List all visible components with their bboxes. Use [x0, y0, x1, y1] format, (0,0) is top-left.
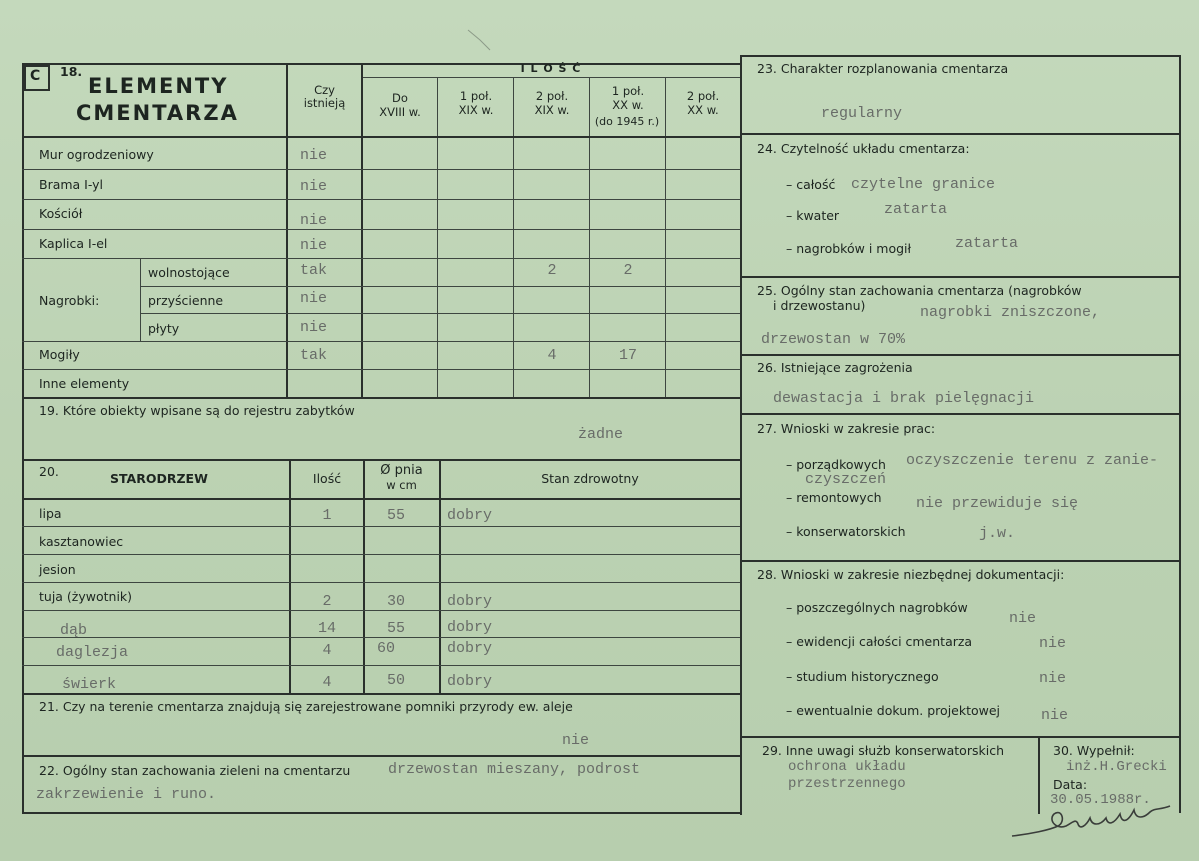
row-line-6	[140, 313, 740, 314]
row-line-3	[22, 229, 740, 230]
tree-label-swierk: świerk	[62, 676, 117, 693]
tree-label-daglezja: daglezja	[56, 644, 129, 661]
q20-number: 20.	[39, 464, 59, 479]
col-line-exists-right	[361, 63, 363, 398]
q20-col-line-1	[289, 459, 291, 694]
q19-label: 19. Które obiekty wpisane są do rejestru zabytków	[39, 403, 355, 418]
signature	[1010, 796, 1180, 844]
q22-answer-line2: zakrzewienie i runo.	[36, 786, 217, 803]
q20-row-line-3	[22, 582, 740, 583]
q20-row-line-1	[22, 526, 740, 527]
period-2-line2: XIX w.	[458, 103, 494, 117]
tree-label-lipa: lipa	[39, 506, 62, 521]
q20-row-line-2	[22, 554, 740, 555]
exists-przyscienne: nie	[300, 290, 328, 307]
q24-item-nagrobkow-label: – nagrobków i mogił	[786, 241, 912, 256]
ilosc-header: I L O Ś Ć	[520, 62, 582, 75]
row-line-8	[22, 369, 740, 370]
period-1-line2: XVIII w.	[379, 105, 421, 119]
scratch-mark	[466, 28, 506, 58]
q26-answer: dewastacja i brak pielęgnacji	[773, 390, 1035, 407]
tree-diam-swierk: 50	[386, 672, 405, 689]
exists-wolnostojace: tak	[300, 262, 328, 279]
q30-name: inż.H.Grecki	[1066, 759, 1167, 775]
row-label-kaplica: Kaplica I-el	[39, 236, 108, 251]
q20-row-line-5	[22, 637, 740, 638]
q27-label: 27. Wnioski w zakresie prac:	[757, 421, 936, 436]
q20-col-state: Stan zdrowotny	[541, 471, 639, 486]
tree-label-tuja: tuja (żywotnik)	[39, 589, 133, 604]
section-letter: C	[30, 68, 41, 84]
period-1-line1: Do	[392, 91, 408, 105]
section-title-line2: CMENTARZA	[76, 101, 239, 125]
frame-bottom-left	[22, 812, 742, 814]
tree-count-swierk: 4	[322, 674, 332, 691]
period-4-line3: (do 1945 r.)	[594, 115, 660, 128]
q20-col-line-2	[363, 459, 365, 694]
section-27-bottom	[740, 560, 1180, 562]
q29-label: 29. Inne uwagi służb konserwatorskich	[762, 743, 1004, 758]
exists-brama: nie	[300, 178, 328, 195]
period-2-line1: 1 poł.	[459, 89, 493, 103]
row-line-7	[22, 341, 740, 342]
section-26-bottom	[740, 413, 1180, 415]
row-line-4	[22, 258, 740, 259]
exists-mogily: tak	[300, 347, 328, 364]
q28-label: 28. Wnioski w zakresie niezbędnej dokumentacji:	[757, 567, 1065, 582]
q20-row-line-6	[22, 665, 740, 666]
period-3-line2: XIX w.	[534, 103, 570, 117]
q22-answer-line1: drzewostan mieszany, podrost	[388, 761, 641, 778]
q20-row-line-4	[22, 610, 740, 611]
tree-count-daglezja: 4	[322, 642, 332, 659]
section-28-bottom	[740, 736, 1180, 738]
q20-col-count: Ilość	[312, 471, 342, 486]
tree-diam-tuja: 30	[386, 593, 405, 610]
q24-item-kwater-label: – kwater	[786, 208, 840, 223]
exists-plyty: nie	[300, 319, 328, 336]
tree-state-dab: dobry	[447, 619, 493, 636]
q30-date: 30.05.1988r.	[1050, 792, 1151, 808]
section-title-line1: ELEMENTY	[88, 74, 229, 98]
q20-title: STARODRZEW	[110, 471, 208, 486]
row-label-kosciol: Kościół	[39, 206, 83, 221]
row-label-wolnostojace: wolnostojące	[148, 265, 230, 280]
col-exists-line1: Czy	[314, 83, 335, 97]
q19-answer: żadne	[578, 426, 624, 443]
q29-answer-line1: ochrona układu	[788, 759, 906, 775]
q29-answer-line2: przestrzennego	[788, 776, 906, 792]
q23-label: 23. Charakter rozplanowania cmentarza	[757, 61, 1009, 76]
count-mogily-p4: 17	[618, 347, 637, 364]
q24-label: 24. Czytelność układu cmentarza:	[757, 141, 970, 156]
q28-item-3-answer: nie	[1039, 670, 1067, 687]
q24-item-calosc-answer: czytelne granice	[851, 176, 996, 193]
section-number: 18.	[60, 64, 83, 79]
tree-count-dab: 14	[317, 620, 336, 637]
tree-count-lipa: 1	[322, 507, 332, 524]
row-line-1	[22, 169, 740, 170]
q27-item-porzadkowych-answer: oczyszczenie terenu z zanie-	[906, 452, 1159, 469]
period-4-line1: 1 poł.	[611, 84, 645, 98]
nagrobki-divider	[140, 258, 141, 341]
tree-count-tuja: 2	[322, 593, 332, 610]
tree-label-jesion: jesion	[39, 562, 76, 577]
exists-kosciol: nie	[300, 212, 328, 229]
q28-item-2-answer: nie	[1039, 635, 1067, 652]
frame-middle-divider	[740, 55, 742, 815]
row-label-inne: Inne elementy	[39, 376, 130, 391]
frame-top-right	[740, 55, 1180, 57]
tree-diam-daglezja: 60	[376, 640, 395, 657]
col-line-p2	[437, 78, 438, 398]
count-mogily-p3: 4	[547, 347, 557, 364]
q25-answer-line2: drzewostan w 70%	[761, 331, 906, 348]
q27-item-remontowych-label: – remontowych	[786, 490, 882, 505]
q28-item-4-answer: nie	[1041, 707, 1069, 724]
period-3-line1: 2 poł.	[535, 89, 569, 103]
q21-answer: nie	[562, 732, 590, 749]
q28-item-3-label: – studium historycznego	[786, 669, 939, 684]
q26-label: 26. Istniejące zagrożenia	[757, 360, 913, 375]
q24-item-nagrobkow-answer: zatarta	[955, 235, 1019, 252]
q30-date-label: Data:	[1053, 777, 1088, 792]
exists-mur: nie	[300, 147, 328, 164]
count-wolnostojace-p4: 2	[623, 262, 633, 279]
header-bottom-line	[22, 136, 742, 138]
q24-item-calosc-label: – całość	[786, 177, 836, 192]
period-4-line2: XX w.	[612, 98, 644, 112]
row-label-brama: Brama I-yl	[39, 177, 104, 192]
frame-right-edge	[1179, 55, 1181, 813]
q20-header-bottom	[22, 498, 742, 500]
q20-col-diam-line1: Ø pnia	[380, 463, 423, 478]
section-24-bottom	[740, 276, 1180, 278]
tree-label-dab: dąb	[60, 622, 88, 639]
row-line-5	[140, 286, 740, 287]
tree-diam-lipa: 55	[386, 507, 405, 524]
section-21-bottom	[22, 755, 742, 757]
q28-item-4-label: – ewentualnie dokum. projektowej	[786, 703, 1001, 718]
tree-state-tuja: dobry	[447, 593, 493, 610]
q20-col-diam-line2: w cm	[386, 478, 417, 492]
row-label-plyty: płyty	[148, 321, 180, 336]
row-line-2	[22, 199, 740, 200]
period-5-line2: XX w.	[687, 103, 719, 117]
section-20-bottom	[22, 693, 742, 695]
q25-label-line2: i drzewostanu)	[773, 298, 866, 313]
row-label-nagrobki: Nagrobki:	[39, 293, 100, 308]
q25-answer-line1: nagrobki zniszczone,	[920, 304, 1101, 321]
col-exists-line2: istnieją	[303, 96, 346, 110]
tree-label-kasztanowiec: kasztanowiec	[39, 534, 124, 549]
q28-item-1-answer: nie	[1009, 610, 1037, 627]
tree-state-daglezja: dobry	[447, 640, 493, 657]
q22-label: 22. Ogólny stan zachowania zieleni na cmentarzu	[39, 763, 351, 778]
q28-item-1-label: – poszczególnych nagrobków	[786, 600, 968, 615]
section-18-bottom	[22, 397, 742, 399]
section-19-bottom	[22, 459, 742, 461]
q27-item-porzadkowych-label: – porządkowych	[786, 457, 886, 472]
ilosc-underline	[362, 77, 740, 78]
q30-label: 30. Wypełnił:	[1053, 743, 1135, 758]
row-label-przyscienne: przyścienne	[148, 293, 224, 308]
tree-diam-dab: 55	[386, 620, 405, 637]
col-line-exists-left	[286, 63, 288, 398]
tree-state-lipa: dobry	[447, 507, 493, 524]
q27-item-konserwatorskich-answer: j.w.	[979, 525, 1016, 542]
row-label-mur: Mur ogrodzeniowy	[39, 147, 154, 162]
q24-item-kwater-answer: zatarta	[884, 201, 948, 218]
q27-item-konserwatorskich-label: – konserwatorskich	[786, 524, 906, 539]
q28-item-2-label: – ewidencji całości cmentarza	[786, 634, 973, 649]
section-23-bottom	[740, 133, 1180, 135]
q21-label: 21. Czy na terenie cmentarza znajdują się zarejestrowane pomniki przyrody ew. aleje	[39, 699, 573, 714]
period-5-line1: 2 poł.	[686, 89, 720, 103]
count-wolnostojace-p3: 2	[547, 262, 557, 279]
q25-label-line1: 25. Ogólny stan zachowania cmentarza (nagrobków	[757, 283, 1082, 298]
frame-left-edge	[22, 63, 24, 813]
q20-col-line-3	[439, 459, 441, 694]
q23-answer: regularny	[821, 105, 903, 122]
section-25-bottom	[740, 354, 1180, 356]
exists-kaplica: nie	[300, 237, 328, 254]
q27-item-porzadkowych-answer2: czyszczeń	[805, 471, 887, 488]
q27-item-remontowych-answer: nie przewiduje się	[916, 495, 1079, 512]
tree-state-swierk: dobry	[447, 673, 493, 690]
row-label-mogily: Mogiły	[39, 347, 80, 362]
